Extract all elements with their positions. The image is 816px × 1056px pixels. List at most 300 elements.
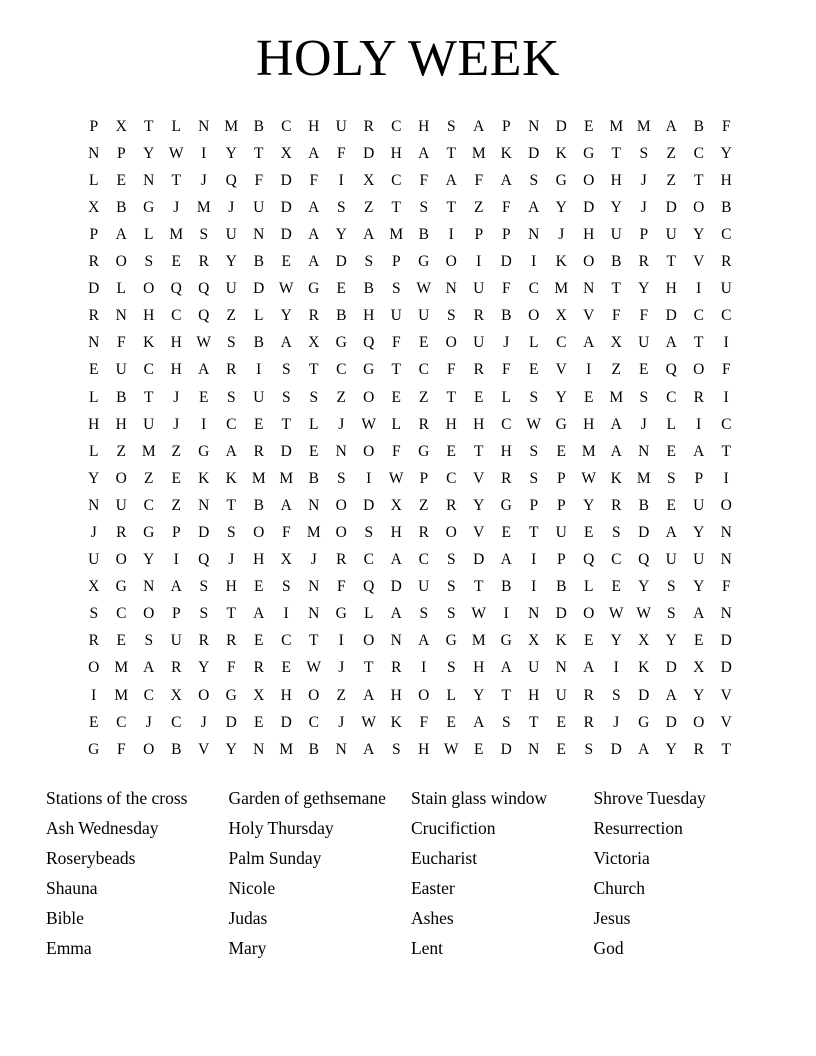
letter-cell[interactable]: I — [613, 659, 619, 677]
letter-cell[interactable]: G — [225, 686, 237, 704]
letter-cell[interactable]: G — [335, 605, 347, 623]
letter-cell[interactable]: J — [310, 551, 317, 569]
letter-cell[interactable]: L — [144, 225, 154, 243]
letter-cell[interactable]: A — [693, 442, 705, 460]
letter-cell[interactable]: F — [391, 442, 401, 460]
letter-cell[interactable]: C — [528, 280, 539, 298]
letter-cell[interactable]: A — [143, 659, 155, 677]
letter-cell[interactable]: I — [256, 361, 262, 379]
letter-cell[interactable]: J — [173, 415, 180, 433]
letter-cell[interactable]: A — [308, 253, 320, 271]
letter-cell[interactable]: T — [474, 442, 484, 460]
letter-cell[interactable]: U — [555, 686, 567, 704]
letter-cell[interactable]: J — [228, 551, 235, 569]
letter-cell[interactable]: D — [665, 198, 677, 216]
letter-cell[interactable]: G — [555, 171, 567, 189]
letter-cell[interactable]: R — [198, 632, 209, 650]
letter-cell[interactable]: S — [419, 198, 429, 216]
letter-cell[interactable]: E — [254, 415, 264, 433]
letter-cell[interactable]: F — [116, 740, 126, 758]
letter-cell[interactable]: D — [88, 280, 100, 298]
letter-cell[interactable]: U — [665, 225, 677, 243]
letter-cell[interactable]: N — [143, 578, 155, 596]
letter-cell[interactable]: A — [500, 551, 512, 569]
letter-cell[interactable]: K — [638, 659, 650, 677]
letter-cell[interactable]: D — [638, 686, 650, 704]
letter-cell[interactable]: H — [500, 442, 512, 460]
letter-cell[interactable]: P — [89, 225, 99, 243]
letter-cell[interactable]: F — [419, 713, 429, 731]
letter-cell[interactable]: N — [115, 307, 127, 325]
letter-cell[interactable]: L — [89, 388, 99, 406]
letter-cell[interactable]: B — [418, 225, 429, 243]
letter-cell[interactable]: C — [693, 144, 704, 162]
letter-cell[interactable]: S — [639, 144, 649, 162]
letter-cell[interactable]: M — [554, 280, 569, 298]
letter-cell[interactable]: G — [88, 740, 100, 758]
letter-cell[interactable]: E — [529, 361, 539, 379]
letter-cell[interactable]: U — [473, 334, 485, 352]
letter-cell[interactable]: C — [143, 361, 154, 379]
letter-cell[interactable]: A — [665, 686, 677, 704]
letter-cell[interactable]: W — [388, 469, 404, 487]
letter-cell[interactable]: B — [556, 578, 567, 596]
letter-cell[interactable]: F — [419, 171, 429, 189]
letter-cell[interactable]: D — [528, 144, 540, 162]
letter-cell[interactable]: Z — [419, 496, 429, 514]
letter-cell[interactable]: R — [611, 496, 622, 514]
letter-cell[interactable]: I — [173, 551, 179, 569]
letter-cell[interactable]: T — [501, 686, 511, 704]
letter-cell[interactable]: X — [528, 632, 540, 650]
letter-cell[interactable]: B — [308, 740, 319, 758]
letter-cell[interactable]: E — [116, 632, 126, 650]
letter-cell[interactable]: E — [171, 469, 181, 487]
letter-cell[interactable]: U — [253, 198, 265, 216]
letter-cell[interactable]: S — [391, 740, 401, 758]
letter-cell[interactable]: X — [693, 659, 705, 677]
letter-cell[interactable]: Q — [198, 307, 210, 325]
letter-cell[interactable]: N — [335, 442, 347, 460]
letter-cell[interactable]: J — [173, 388, 180, 406]
letter-cell[interactable]: W — [278, 280, 294, 298]
letter-cell[interactable]: E — [611, 578, 621, 596]
letter-cell[interactable]: V — [555, 361, 567, 379]
letter-cell[interactable]: R — [583, 686, 594, 704]
letter-cell[interactable]: S — [584, 740, 594, 758]
letter-cell[interactable]: F — [309, 171, 319, 189]
letter-cell[interactable]: J — [228, 198, 235, 216]
letter-cell[interactable]: X — [390, 496, 402, 514]
letter-cell[interactable]: B — [308, 469, 319, 487]
letter-cell[interactable]: L — [89, 171, 99, 189]
letter-cell[interactable]: O — [115, 551, 127, 569]
letter-cell[interactable]: D — [390, 578, 402, 596]
letter-cell[interactable]: T — [721, 740, 731, 758]
letter-cell[interactable]: Y — [473, 496, 485, 514]
letter-cell[interactable]: B — [116, 198, 127, 216]
letter-cell[interactable]: I — [421, 659, 427, 677]
letter-cell[interactable]: K — [610, 469, 622, 487]
letter-cell[interactable]: M — [389, 225, 404, 243]
letter-cell[interactable]: W — [196, 334, 212, 352]
letter-cell[interactable]: O — [115, 469, 127, 487]
letter-cell[interactable]: H — [253, 551, 265, 569]
letter-cell[interactable]: T — [144, 388, 154, 406]
letter-cell[interactable]: O — [335, 496, 347, 514]
letter-cell[interactable]: I — [366, 469, 372, 487]
letter-cell[interactable]: A — [198, 361, 210, 379]
letter-cell[interactable]: S — [639, 388, 649, 406]
letter-cell[interactable]: N — [720, 605, 732, 623]
letter-cell[interactable]: N — [88, 144, 100, 162]
letter-cell[interactable]: S — [226, 334, 236, 352]
letter-cell[interactable]: F — [116, 334, 126, 352]
letter-cell[interactable]: Y — [88, 469, 100, 487]
letter-cell[interactable]: Q — [198, 551, 210, 569]
letter-cell[interactable]: I — [448, 225, 454, 243]
letter-cell[interactable]: R — [363, 117, 374, 135]
letter-cell[interactable]: O — [445, 253, 457, 271]
word-list-item[interactable]: Eucharist — [410, 847, 478, 868]
letter-cell[interactable]: U — [638, 334, 650, 352]
letter-cell[interactable]: A — [115, 225, 127, 243]
letter-cell[interactable]: T — [364, 659, 374, 677]
letter-cell[interactable]: A — [225, 442, 237, 460]
letter-cell[interactable]: T — [309, 361, 319, 379]
letter-cell[interactable]: A — [308, 225, 320, 243]
letter-cell[interactable]: N — [308, 496, 320, 514]
letter-cell[interactable]: Z — [116, 442, 126, 460]
letter-cell[interactable]: M — [169, 225, 184, 243]
letter-cell[interactable]: B — [693, 117, 704, 135]
letter-cell[interactable]: H — [720, 171, 732, 189]
letter-cell[interactable]: D — [198, 524, 210, 541]
letter-cell[interactable]: Z — [666, 171, 676, 189]
letter-cell[interactable]: M — [609, 117, 624, 135]
letter-cell[interactable]: J — [338, 415, 345, 433]
letter-cell[interactable]: Q — [583, 551, 595, 569]
letter-cell[interactable]: E — [446, 713, 456, 731]
letter-cell[interactable]: C — [611, 551, 622, 569]
letter-cell[interactable]: A — [308, 144, 320, 162]
letter-cell[interactable]: G — [555, 415, 567, 433]
letter-cell[interactable]: H — [115, 415, 127, 433]
letter-cell[interactable]: T — [529, 713, 539, 731]
letter-cell[interactable]: N — [528, 117, 540, 135]
letter-cell[interactable]: E — [89, 713, 99, 731]
letter-cell[interactable]: C — [693, 307, 704, 325]
letter-cell[interactable]: Y — [143, 144, 155, 162]
letter-cell[interactable]: J — [338, 659, 345, 677]
letter-cell[interactable]: J — [613, 713, 620, 731]
letter-cell[interactable]: B — [638, 496, 649, 514]
letter-cell[interactable]: F — [336, 144, 346, 162]
letter-cell[interactable]: P — [556, 551, 566, 569]
letter-cell[interactable]: S — [391, 280, 401, 298]
letter-cell[interactable]: A — [418, 632, 430, 650]
letter-cell[interactable]: R — [391, 659, 402, 677]
letter-cell[interactable]: A — [170, 578, 182, 596]
letter-cell[interactable]: R — [116, 524, 127, 541]
letter-cell[interactable]: I — [723, 469, 729, 487]
letter-cell[interactable]: T — [666, 253, 676, 271]
letter-cell[interactable]: N — [528, 225, 540, 243]
letter-cell[interactable]: X — [610, 334, 622, 352]
letter-cell[interactable]: L — [529, 334, 539, 352]
letter-cell[interactable]: E — [584, 388, 594, 406]
letter-cell[interactable]: W — [471, 605, 487, 623]
letter-cell[interactable]: D — [555, 605, 567, 623]
letter-cell[interactable]: G — [418, 253, 430, 271]
letter-cell[interactable]: G — [500, 496, 512, 514]
letter-cell[interactable]: H — [280, 686, 292, 704]
letter-cell[interactable]: Y — [198, 659, 210, 677]
letter-cell[interactable]: R — [226, 632, 237, 650]
letter-cell[interactable]: D — [610, 740, 622, 758]
letter-cell[interactable]: O — [418, 686, 430, 704]
letter-cell[interactable]: G — [198, 442, 210, 460]
letter-cell[interactable]: O — [693, 198, 705, 216]
letter-cell[interactable]: H — [308, 117, 320, 135]
letter-cell[interactable]: T — [529, 524, 539, 541]
letter-cell[interactable]: O — [363, 388, 375, 406]
letter-cell[interactable]: X — [638, 632, 650, 650]
letter-cell[interactable]: B — [253, 334, 264, 352]
letter-cell[interactable]: S — [446, 605, 456, 623]
letter-cell[interactable]: K — [555, 253, 567, 271]
letter-cell[interactable]: Y — [555, 198, 567, 216]
letter-cell[interactable]: Y — [335, 225, 347, 243]
word-list-item[interactable]: Crucifiction — [410, 817, 496, 838]
letter-cell[interactable]: M — [114, 686, 129, 704]
letter-cell[interactable]: Q — [363, 578, 375, 596]
letter-cell[interactable]: Y — [638, 280, 650, 298]
letter-cell[interactable]: E — [474, 740, 484, 758]
letter-cell[interactable]: M — [196, 198, 211, 216]
letter-cell[interactable]: N — [198, 117, 210, 135]
letter-cell[interactable]: P — [639, 225, 649, 243]
letter-cell[interactable]: U — [390, 307, 402, 325]
letter-cell[interactable]: C — [418, 551, 429, 569]
letter-cell[interactable]: X — [88, 578, 100, 596]
letter-cell[interactable]: M — [581, 442, 596, 460]
letter-cell[interactable]: J — [200, 713, 207, 731]
letter-cell[interactable]: C — [721, 415, 732, 433]
letter-cell[interactable]: J — [640, 198, 647, 216]
letter-cell[interactable]: C — [501, 415, 512, 433]
letter-cell[interactable]: M — [636, 117, 651, 135]
letter-cell[interactable]: Y — [693, 524, 705, 541]
letter-cell[interactable]: B — [336, 307, 347, 325]
letter-cell[interactable]: E — [666, 496, 676, 514]
letter-cell[interactable]: P — [529, 496, 539, 514]
letter-cell[interactable]: E — [254, 578, 264, 596]
letter-cell[interactable]: N — [253, 225, 265, 243]
letter-cell[interactable]: N — [308, 578, 320, 596]
letter-cell[interactable]: G — [445, 632, 457, 650]
letter-cell[interactable]: Z — [171, 442, 181, 460]
letter-cell[interactable]: C — [143, 686, 154, 704]
letter-cell[interactable]: F — [226, 659, 236, 677]
letter-cell[interactable]: S — [501, 713, 511, 731]
letter-cell[interactable]: T — [226, 496, 236, 514]
letter-cell[interactable]: D — [363, 144, 375, 162]
letter-cell[interactable]: M — [471, 144, 486, 162]
letter-cell[interactable]: F — [501, 198, 511, 216]
letter-cell[interactable]: I — [531, 253, 537, 271]
letter-cell[interactable]: O — [88, 659, 100, 677]
letter-cell[interactable]: Y — [473, 686, 485, 704]
letter-cell[interactable]: S — [336, 469, 346, 487]
letter-cell[interactable]: R — [336, 551, 347, 569]
letter-cell[interactable]: M — [251, 469, 266, 487]
letter-cell[interactable]: J — [173, 198, 180, 216]
letter-cell[interactable]: G — [115, 578, 127, 596]
letter-cell[interactable]: S — [446, 578, 456, 596]
letter-cell[interactable]: Q — [225, 171, 237, 189]
letter-cell[interactable]: A — [363, 740, 375, 758]
letter-cell[interactable]: F — [474, 171, 484, 189]
letter-cell[interactable]: H — [225, 578, 237, 596]
letter-cell[interactable]: D — [280, 225, 292, 243]
letter-cell[interactable]: A — [500, 171, 512, 189]
letter-cell[interactable]: L — [446, 686, 456, 704]
letter-cell[interactable]: H — [418, 117, 430, 135]
letter-cell[interactable]: D — [335, 253, 347, 271]
letter-cell[interactable]: R — [693, 740, 704, 758]
letter-cell[interactable]: U — [170, 632, 182, 650]
letter-cell[interactable]: X — [253, 686, 265, 704]
letter-cell[interactable]: D — [665, 713, 677, 731]
letter-cell[interactable]: V — [720, 713, 732, 731]
letter-cell[interactable]: X — [555, 307, 567, 325]
letter-cell[interactable]: F — [721, 117, 731, 135]
letter-cell[interactable]: O — [143, 740, 155, 758]
letter-cell[interactable]: D — [665, 659, 677, 677]
letter-cell[interactable]: S — [529, 442, 539, 460]
letter-cell[interactable]: A — [473, 117, 485, 135]
letter-cell[interactable]: T — [721, 442, 731, 460]
letter-cell[interactable]: W — [608, 605, 624, 623]
letter-cell[interactable]: N — [638, 442, 650, 460]
letter-cell[interactable]: F — [254, 171, 264, 189]
letter-cell[interactable]: K — [143, 334, 155, 352]
letter-cell[interactable]: E — [254, 713, 264, 731]
letter-cell[interactable]: A — [473, 713, 485, 731]
letter-cell[interactable]: H — [418, 740, 430, 758]
letter-cell[interactable]: N — [390, 632, 402, 650]
letter-cell[interactable]: J — [558, 225, 565, 243]
letter-cell[interactable]: T — [309, 632, 319, 650]
letter-cell[interactable]: Y — [225, 253, 237, 271]
letter-cell[interactable]: I — [696, 280, 702, 298]
letter-cell[interactable]: F — [391, 334, 401, 352]
letter-cell[interactable]: A — [445, 171, 457, 189]
letter-cell[interactable]: R — [446, 496, 457, 514]
letter-cell[interactable]: E — [474, 388, 484, 406]
letter-cell[interactable]: I — [586, 361, 592, 379]
letter-cell[interactable]: O — [363, 442, 375, 460]
letter-cell[interactable]: D — [280, 713, 292, 731]
word-list-item[interactable]: Church — [593, 877, 645, 898]
letter-cell[interactable]: P — [89, 117, 99, 135]
letter-cell[interactable]: D — [720, 632, 732, 650]
letter-cell[interactable]: H — [170, 334, 182, 352]
letter-cell[interactable]: T — [281, 415, 291, 433]
letter-cell[interactable]: S — [281, 388, 291, 406]
letter-cell[interactable]: C — [116, 605, 127, 623]
letter-cell[interactable]: N — [198, 496, 210, 514]
letter-cell[interactable]: P — [171, 524, 181, 541]
letter-cell[interactable]: E — [556, 740, 566, 758]
letter-cell[interactable]: L — [584, 578, 594, 596]
letter-cell[interactable]: D — [363, 496, 375, 514]
letter-cell[interactable]: N — [528, 740, 540, 758]
letter-cell[interactable]: N — [308, 605, 320, 623]
letter-cell[interactable]: D — [500, 253, 512, 271]
letter-cell[interactable]: A — [308, 198, 320, 216]
letter-cell[interactable]: G — [363, 361, 375, 379]
letter-cell[interactable]: D — [253, 280, 265, 298]
letter-cell[interactable]: W — [581, 469, 597, 487]
letter-cell[interactable]: H — [528, 686, 540, 704]
letter-cell[interactable]: D — [665, 307, 677, 325]
letter-cell[interactable]: O — [115, 253, 127, 271]
letter-cell[interactable]: Z — [474, 198, 484, 216]
letter-cell[interactable]: C — [281, 632, 292, 650]
letter-cell[interactable]: T — [611, 280, 621, 298]
letter-cell[interactable]: Y — [225, 740, 237, 758]
letter-cell[interactable]: N — [528, 605, 540, 623]
letter-cell[interactable]: J — [145, 713, 152, 731]
letter-cell[interactable]: S — [281, 361, 291, 379]
letter-cell[interactable]: G — [638, 713, 650, 731]
letter-cell[interactable]: B — [611, 253, 622, 271]
letter-cell[interactable]: R — [198, 253, 209, 271]
letter-cell[interactable]: D — [555, 117, 567, 135]
letter-cell[interactable]: I — [201, 415, 207, 433]
letter-cell[interactable]: R — [501, 469, 512, 487]
letter-cell[interactable]: N — [253, 740, 265, 758]
word-list-item[interactable]: Palm Sunday — [228, 847, 322, 868]
letter-cell[interactable]: D — [638, 524, 650, 541]
letter-cell[interactable]: X — [170, 686, 182, 704]
letter-cell[interactable]: G — [583, 144, 595, 162]
letter-cell[interactable]: S — [364, 253, 374, 271]
letter-cell[interactable]: D — [280, 442, 292, 460]
letter-cell[interactable]: Y — [665, 632, 677, 650]
letter-cell[interactable]: R — [473, 307, 484, 325]
letter-cell[interactable]: Y — [693, 578, 705, 596]
letter-cell[interactable]: U — [473, 280, 485, 298]
word-list-item[interactable]: Stain glass window — [410, 787, 548, 808]
letter-cell[interactable]: X — [115, 117, 127, 135]
letter-cell[interactable]: Y — [610, 198, 622, 216]
letter-cell[interactable]: T — [144, 117, 154, 135]
letter-cell[interactable]: S — [611, 524, 621, 541]
letter-cell[interactable]: B — [253, 253, 264, 271]
letter-cell[interactable]: S — [226, 388, 236, 406]
letter-cell[interactable]: A — [363, 225, 375, 243]
letter-cell[interactable]: T — [446, 198, 456, 216]
letter-cell[interactable]: E — [199, 388, 209, 406]
letter-cell[interactable]: W — [168, 144, 184, 162]
letter-cell[interactable]: M — [279, 469, 294, 487]
letter-cell[interactable]: I — [201, 144, 207, 162]
letter-cell[interactable]: R — [226, 361, 237, 379]
letter-cell[interactable]: Q — [665, 361, 677, 379]
